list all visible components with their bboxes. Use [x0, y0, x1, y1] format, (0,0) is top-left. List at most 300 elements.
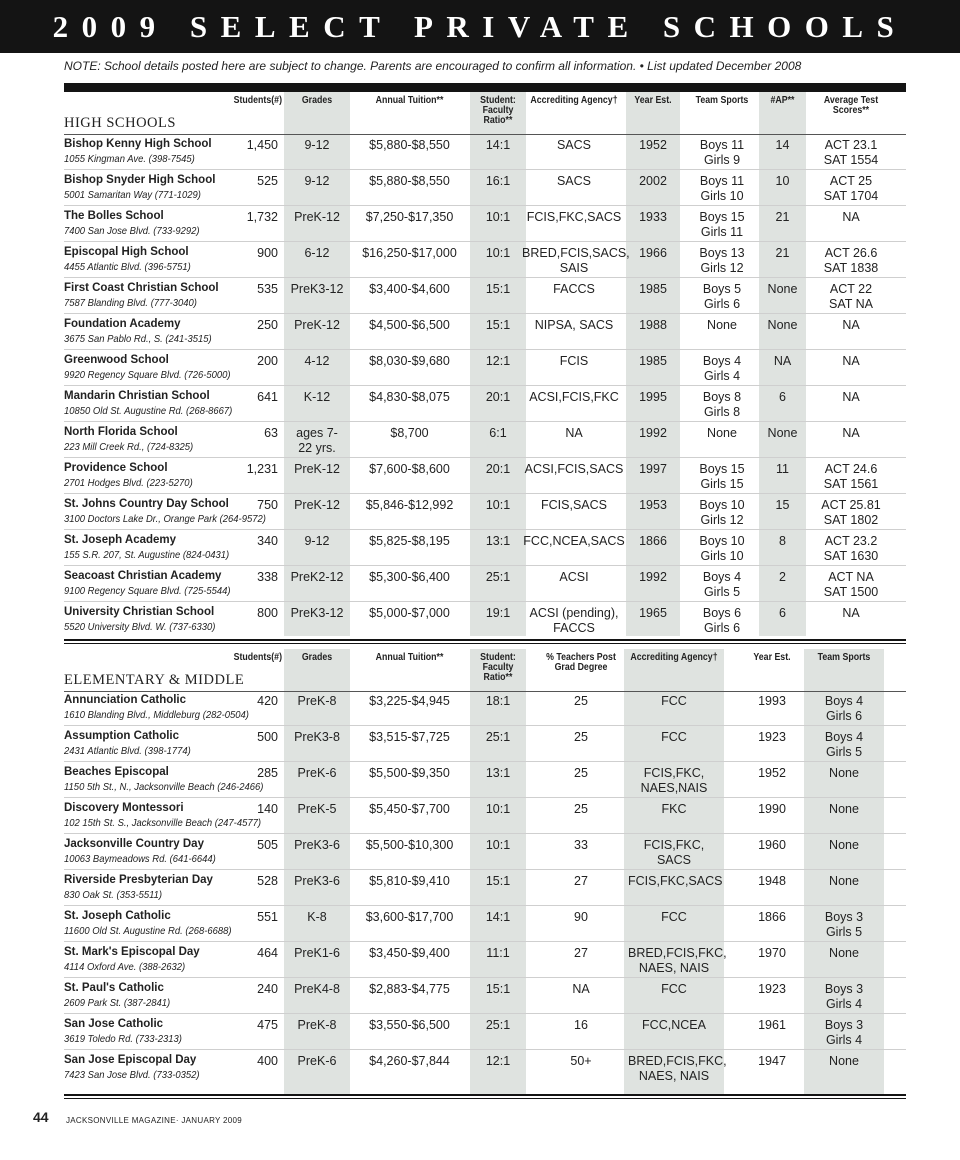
table-row [0, 350, 960, 386]
cell-scores: NA [842, 210, 860, 224]
cell-sports: Boys 15 Girls 15 [699, 462, 745, 491]
cell-tuition: $5,300-$6,400 [369, 570, 450, 584]
school-address: 2431 Atlantic Blvd. (398-1774) [64, 745, 191, 757]
school-address: 102 15th St. S., Jacksonville Beach (247-4577) [64, 817, 262, 829]
cell-students: 240 [257, 982, 278, 996]
table-row [0, 978, 960, 1014]
cell-teachers: 25 [574, 802, 588, 816]
cell-students: 800 [257, 606, 278, 620]
school-name: Episcopal High School [64, 246, 189, 258]
cell-grades: 4-12 [304, 354, 330, 368]
table-row [0, 134, 960, 170]
cell-agency: FCC [661, 910, 687, 924]
cell-year: 1985 [639, 282, 667, 296]
cell-ratio: 14:1 [485, 138, 511, 152]
school-address: 1055 Kingman Ave. (398-7545) [64, 153, 195, 165]
cell-students: 535 [257, 282, 278, 296]
school-address: 7587 Blanding Blvd. (777-3040) [64, 297, 197, 309]
cell-year: 1990 [758, 802, 786, 816]
column-header-agency: Accrediting Agency† [630, 652, 718, 663]
school-address: 7423 San Jose Blvd. (733-0352) [64, 1069, 200, 1081]
column-header-grades: Grades [301, 95, 333, 106]
cell-tuition: $2,883-$4,775 [369, 982, 450, 996]
cell-teachers: 25 [574, 694, 588, 708]
school-address: 155 S.R. 207, St. Augustine (824-0431) [64, 549, 230, 561]
cell-students: 340 [257, 534, 278, 548]
cell-agency: FCIS,FKC, SACS [643, 838, 705, 867]
cell-ratio: 6:1 [489, 426, 507, 440]
cell-grades: PreK-12 [294, 462, 340, 476]
cell-grades: ages 7- 22 yrs. [296, 426, 338, 455]
cell-grades: PreK-12 [294, 318, 340, 332]
cell-sports: Boys 13 Girls 12 [699, 246, 745, 275]
cell-year: 1992 [639, 570, 667, 584]
cell-agency: FCIS [559, 354, 589, 368]
school-address: 3100 Doctors Lake Dr., Orange Park (264-9572) [64, 513, 266, 525]
cell-teachers: 90 [574, 910, 588, 924]
cell-grades: PreK-12 [294, 498, 340, 512]
cell-year: 1995 [639, 390, 667, 404]
school-name: The Bolles School [64, 210, 164, 222]
cell-ratio: 10:1 [485, 838, 511, 852]
cell-ratio: 18:1 [485, 694, 511, 708]
cell-ratio: 12:1 [485, 354, 511, 368]
school-address: 1150 5th St., N., Jacksonville Beach (246-2466) [64, 781, 264, 793]
cell-year: 1923 [758, 982, 786, 996]
cell-sports: None [829, 766, 859, 780]
cell-grades: K-8 [307, 910, 327, 924]
cell-grades: PreK3-12 [290, 606, 344, 620]
cell-tuition: $3,550-$6,500 [369, 1018, 450, 1032]
cell-sports: Boys 5 Girls 6 [702, 282, 742, 311]
cell-sports: None [829, 838, 859, 852]
cell-agency: FCIS,FKC,SACS [628, 874, 723, 888]
school-name: St. Johns Country Day School [64, 498, 229, 510]
cell-agency: BRED,FCIS,FKC, NAES, NAIS [628, 1054, 727, 1083]
cell-agency: ACSI,FCIS,FKC [529, 390, 619, 404]
cell-scores: ACT 26.6 SAT 1838 [823, 246, 879, 275]
column-header-tuition: Annual Tuition** [375, 652, 444, 663]
table-row [0, 206, 960, 242]
cell-scores: ACT 24.6 SAT 1561 [823, 462, 879, 491]
cell-grades: PreK3-6 [294, 838, 340, 852]
cell-teachers: 16 [574, 1018, 588, 1032]
cell-year: 2002 [639, 174, 667, 188]
cell-tuition: $5,500-$10,300 [365, 838, 454, 852]
cell-grades: PreK-6 [297, 766, 337, 780]
cell-grades: 6-12 [304, 246, 330, 260]
cell-grades: 9-12 [304, 138, 330, 152]
cell-grades: PreK-12 [294, 210, 340, 224]
table-row [0, 870, 960, 906]
cell-sports: None [829, 874, 859, 888]
table-row [0, 566, 960, 602]
cell-sports: Boys 10 Girls 12 [699, 498, 745, 527]
page-number: 44 [33, 1109, 49, 1125]
cell-ratio: 15:1 [485, 318, 511, 332]
school-address: 9100 Regency Square Blvd. (725-5544) [64, 585, 231, 597]
cell-scores: NA [842, 354, 860, 368]
column-header-sports: Team Sports [817, 652, 871, 663]
column-header-students: Students(#) [233, 95, 282, 106]
school-address: 11600 Old St. Augustine Rd. (268-6688) [64, 925, 232, 937]
school-address: 223 Mill Creek Rd., (724-8325) [64, 441, 194, 453]
table-row [0, 906, 960, 942]
cell-sports: None [707, 318, 737, 332]
table-row [0, 798, 960, 834]
cell-ap: None [767, 282, 798, 296]
cell-tuition: $5,500-$9,350 [369, 766, 450, 780]
magazine-credit: JACKSONVILLE MAGAZINE· JANUARY 2009 [66, 1116, 243, 1125]
cell-agency: FCIS,SACS [541, 498, 607, 512]
column-header-grades: Grades [301, 652, 333, 663]
cell-sports: Boys 3 Girls 5 [824, 910, 864, 939]
banner-title: 2009 SELECT PRIVATE SCHOOLS [52, 8, 908, 44]
cell-year: 1948 [758, 874, 786, 888]
cell-students: 750 [257, 498, 278, 512]
section-divider [64, 639, 906, 644]
cell-ratio: 10:1 [485, 802, 511, 816]
cell-ratio: 15:1 [485, 282, 511, 296]
school-name: Greenwood School [64, 354, 169, 366]
cell-students: 63 [264, 426, 278, 440]
cell-year: 1923 [758, 730, 786, 744]
cell-scores: ACT 23.2 SAT 1630 [823, 534, 879, 563]
disclaimer-note: NOTE: School details posted here are subject to change. Parents are encouraged to confirm all information. • List updated December 2008 [64, 59, 802, 73]
school-address: 4114 Oxford Ave. (388-2632) [64, 961, 186, 973]
cell-grades: PreK2-12 [290, 570, 344, 584]
cell-ratio: 25:1 [485, 730, 511, 744]
cell-agency: FCIS,FKC,SACS [526, 210, 622, 224]
cell-students: 400 [257, 1054, 278, 1068]
cell-students: 641 [257, 390, 278, 404]
cell-year: 1997 [639, 462, 667, 476]
cell-teachers: 50+ [570, 1054, 592, 1068]
cell-grades: PreK1-6 [294, 946, 340, 960]
school-name: Providence School [64, 462, 168, 474]
school-address: 10850 Old St. Augustine Rd. (268-8667) [64, 405, 233, 417]
cell-grades: PreK4-8 [294, 982, 340, 996]
school-name: Annunciation Catholic [64, 694, 187, 706]
cell-ap: None [767, 426, 798, 440]
cell-agency: FCC [661, 694, 687, 708]
table-row [0, 458, 960, 494]
cell-year: 1992 [639, 426, 667, 440]
table-row [0, 1050, 960, 1086]
cell-tuition: $7,600-$8,600 [369, 462, 450, 476]
column-header-ap: #AP** [770, 95, 795, 106]
school-name: Bishop Snyder High School [64, 174, 216, 186]
cell-scores: ACT 25 SAT 1704 [823, 174, 879, 203]
cell-grades: 9-12 [304, 174, 330, 188]
school-name: Riverside Presbyterian Day [64, 874, 213, 886]
cell-scores: NA [842, 606, 860, 620]
table-header [0, 92, 960, 134]
cell-tuition: $7,250-$17,350 [365, 210, 454, 224]
cell-students: 528 [257, 874, 278, 888]
cell-sports: Boys 11 Girls 9 [699, 138, 745, 167]
cell-students: 285 [257, 766, 278, 780]
cell-students: 420 [257, 694, 278, 708]
cell-sports: None [829, 946, 859, 960]
cell-year: 1952 [639, 138, 667, 152]
cell-sports: Boys 10 Girls 10 [699, 534, 745, 563]
table-row [0, 762, 960, 798]
cell-tuition: $5,000-$7,000 [369, 606, 450, 620]
cell-ap: 21 [775, 246, 790, 260]
column-header-sports: Team Sports [695, 95, 749, 106]
cell-students: 525 [257, 174, 278, 188]
cell-ap: 2 [779, 570, 786, 584]
cell-sports: Boys 4 Girls 5 [702, 570, 742, 599]
school-name: North Florida School [64, 426, 178, 438]
cell-teachers: 27 [574, 946, 588, 960]
table-row [0, 494, 960, 530]
cell-agency: NA [565, 426, 583, 440]
cell-ratio: 12:1 [485, 1054, 511, 1068]
cell-grades: PreK3-8 [294, 730, 340, 744]
school-name: Bishop Kenny High School [64, 138, 212, 150]
cell-sports: None [829, 1054, 859, 1068]
cell-agency: ACSI [559, 570, 589, 584]
column-header-tuition: Annual Tuition** [375, 95, 444, 106]
cell-year: 1988 [639, 318, 667, 332]
cell-tuition: $3,225-$4,945 [369, 694, 450, 708]
cell-students: 900 [257, 246, 278, 260]
school-address: 4455 Atlantic Blvd. (396-5751) [64, 261, 191, 273]
cell-tuition: $8,700 [390, 426, 429, 440]
cell-ratio: 20:1 [485, 390, 511, 404]
cell-year: 1866 [758, 910, 786, 924]
cell-sports: None [707, 426, 737, 440]
table-row [0, 278, 960, 314]
cell-year: 1953 [639, 498, 667, 512]
table-row [0, 1014, 960, 1050]
table-row [0, 242, 960, 278]
school-name: Discovery Montessori [64, 802, 184, 814]
table-row [0, 386, 960, 422]
school-name: University Christian School [64, 606, 215, 618]
school-address: 7400 San Jose Blvd. (733-9292) [64, 225, 200, 237]
table-row [0, 942, 960, 978]
cell-scores: NA [842, 318, 860, 332]
cell-sports: Boys 4 Girls 5 [824, 730, 864, 759]
table-row [0, 834, 960, 870]
cell-ratio: 13:1 [485, 766, 511, 780]
school-address: 3675 San Pablo Rd., S. (241-3515) [64, 333, 212, 345]
school-address: 1610 Blanding Blvd., Middleburg (282-0504) [64, 709, 249, 721]
school-name: Foundation Academy [64, 318, 181, 330]
cell-scores: ACT 22 SAT NA [829, 282, 873, 311]
table-row [0, 726, 960, 762]
cell-tuition: $5,880-$8,550 [369, 138, 450, 152]
column-header-year: Year Est. [753, 652, 791, 663]
cell-agency: BRED,FCIS,SACS, SAIS [522, 246, 630, 275]
cell-students: 338 [257, 570, 278, 584]
cell-year: 1866 [639, 534, 667, 548]
cell-students: 475 [257, 1018, 278, 1032]
cell-scores: ACT NA SAT 1500 [823, 570, 879, 599]
cell-ratio: 16:1 [485, 174, 511, 188]
cell-grades: PreK-5 [297, 802, 337, 816]
cell-sports: Boys 8 Girls 8 [702, 390, 742, 419]
cell-agency: FCC [661, 730, 687, 744]
cell-sports: Boys 3 Girls 4 [824, 982, 864, 1011]
cell-year: 1985 [639, 354, 667, 368]
cell-agency: FCIS,FKC, NAES,NAIS [640, 766, 708, 795]
cell-agency: FACCS [553, 282, 595, 296]
cell-tuition: $5,825-$8,195 [369, 534, 450, 548]
cell-ap: 11 [776, 462, 789, 476]
cell-ratio: 15:1 [485, 982, 511, 996]
section-top-bar [64, 83, 906, 92]
cell-ap: 8 [779, 534, 786, 548]
cell-ap: 6 [779, 390, 786, 404]
school-address: 5520 University Blvd. W. (737-6330) [64, 621, 216, 633]
school-name: St. Joseph Academy [64, 534, 177, 546]
cell-year: 1966 [639, 246, 667, 260]
table-row [0, 602, 960, 638]
cell-agency: NIPSA, SACS [534, 318, 614, 332]
cell-students: 1,732 [246, 210, 278, 224]
column-header-ratio: Student: Faculty Ratio** [480, 95, 516, 126]
cell-tuition: $8,030-$9,680 [369, 354, 450, 368]
cell-sports: None [829, 802, 859, 816]
table-row [0, 530, 960, 566]
cell-ap: 10 [775, 174, 790, 188]
cell-tuition: $5,810-$9,410 [369, 874, 450, 888]
cell-grades: 9-12 [304, 534, 330, 548]
table-row [0, 422, 960, 458]
cell-students: 140 [257, 802, 278, 816]
cell-ratio: 10:1 [485, 498, 511, 512]
cell-grades: PreK-8 [297, 694, 337, 708]
cell-scores: ACT 23.1 SAT 1554 [823, 138, 879, 167]
cell-tuition: $4,260-$7,844 [369, 1054, 450, 1068]
cell-tuition: $16,250-$17,000 [362, 246, 457, 260]
school-name: San Jose Catholic [64, 1018, 164, 1030]
column-header-teachers: % Teachers Post Grad Degree [546, 652, 616, 673]
cell-grades: K-12 [303, 390, 331, 404]
cell-agency: FCC [661, 982, 687, 996]
cell-scores: NA [842, 426, 860, 440]
cell-students: 551 [257, 910, 278, 924]
cell-agency: FKC [661, 802, 687, 816]
cell-agency: FCC,NCEA [642, 1018, 706, 1032]
cell-ratio: 25:1 [485, 1018, 511, 1032]
cell-tuition: $3,450-$9,400 [369, 946, 450, 960]
cell-sports: Boys 11 Girls 10 [699, 174, 745, 203]
cell-tuition: $5,450-$7,700 [369, 802, 450, 816]
school-name: San Jose Episcopal Day [64, 1054, 197, 1066]
school-name: Beaches Episcopal [64, 766, 169, 778]
column-header-students: Students(#) [233, 652, 282, 663]
cell-students: 464 [257, 946, 278, 960]
cell-year: 1960 [758, 838, 786, 852]
page-banner [0, 0, 960, 53]
cell-sports: Boys 3 Girls 4 [824, 1018, 864, 1047]
cell-tuition: $4,830-$8,075 [369, 390, 450, 404]
cell-teachers: NA [572, 982, 590, 996]
school-name: Mandarin Christian School [64, 390, 210, 402]
cell-year: 1933 [639, 210, 667, 224]
school-name: Jacksonville Country Day [64, 838, 204, 850]
cell-ratio: 11:1 [486, 946, 510, 960]
cell-year: 1947 [758, 1054, 786, 1068]
cell-ratio: 13:1 [485, 534, 511, 548]
cell-sports: Boys 6 Girls 6 [702, 606, 742, 635]
cell-ratio: 10:1 [485, 246, 511, 260]
school-name: First Coast Christian School [64, 282, 219, 294]
cell-sports: Boys 4 Girls 4 [702, 354, 742, 383]
cell-year: 1965 [639, 606, 667, 620]
cell-agency: SACS [556, 138, 592, 152]
cell-scores: ACT 25.81 SAT 1802 [821, 498, 881, 527]
cell-scores: NA [842, 390, 860, 404]
school-name: St. Paul's Catholic [64, 982, 164, 994]
cell-year: 1970 [758, 946, 786, 960]
cell-tuition: $3,515-$7,725 [369, 730, 450, 744]
column-header-year: Year Est. [634, 95, 672, 106]
column-header-ratio: Student: Faculty Ratio** [480, 652, 516, 683]
cell-agency: FCC,NCEA,SACS [523, 534, 625, 548]
cell-ratio: 14:1 [485, 910, 511, 924]
table-row [0, 170, 960, 206]
cell-teachers: 25 [574, 766, 588, 780]
column-header-agency: Accrediting Agency† [530, 95, 618, 106]
cell-students: 1,450 [246, 138, 278, 152]
cell-agency: BRED,FCIS,FKC, NAES, NAIS [628, 946, 727, 975]
cell-ap: NA [773, 354, 792, 368]
section-title: ELEMENTARY & MIDDLE [64, 672, 245, 688]
school-address: 830 Oak St. (353-5511) [64, 889, 163, 901]
cell-grades: PreK-8 [297, 1018, 337, 1032]
cell-ratio: 25:1 [485, 570, 511, 584]
cell-ratio: 19:1 [485, 606, 511, 620]
table-bottom-rule [64, 1094, 906, 1099]
cell-ratio: 15:1 [485, 874, 511, 888]
cell-grades: PreK3-12 [290, 282, 344, 296]
table-row [0, 690, 960, 726]
school-address: 2609 Park St. (387-2841) [64, 997, 171, 1009]
school-address: 5001 Samaritan Way (771-1029) [64, 189, 201, 201]
cell-agency: SACS [556, 174, 592, 188]
cell-ratio: 20:1 [485, 462, 511, 476]
cell-ap: 15 [775, 498, 790, 512]
cell-tuition: $3,400-$4,600 [369, 282, 450, 296]
cell-year: 1952 [758, 766, 786, 780]
school-address: 10063 Baymeadows Rd. (641-6644) [64, 853, 216, 865]
section-title: HIGH SCHOOLS [64, 115, 176, 131]
cell-sports: Boys 4 Girls 6 [824, 694, 864, 723]
cell-year: 1993 [758, 694, 786, 708]
school-name: St. Joseph Catholic [64, 910, 171, 922]
school-name: Seacoast Christian Academy [64, 570, 222, 582]
school-name: Assumption Catholic [64, 730, 180, 742]
cell-teachers: 33 [574, 838, 588, 852]
cell-agency: ACSI (pending), FACCS [529, 606, 619, 635]
cell-ap: 14 [775, 138, 790, 152]
cell-ratio: 10:1 [485, 210, 511, 224]
cell-year: 1961 [758, 1018, 786, 1032]
cell-ap: None [767, 318, 798, 332]
table-row [0, 314, 960, 350]
cell-tuition: $4,500-$6,500 [369, 318, 450, 332]
cell-students: 250 [257, 318, 278, 332]
cell-ap: 21 [775, 210, 790, 224]
school-name: St. Mark's Episcopal Day [64, 946, 200, 958]
cell-teachers: 25 [574, 730, 588, 744]
